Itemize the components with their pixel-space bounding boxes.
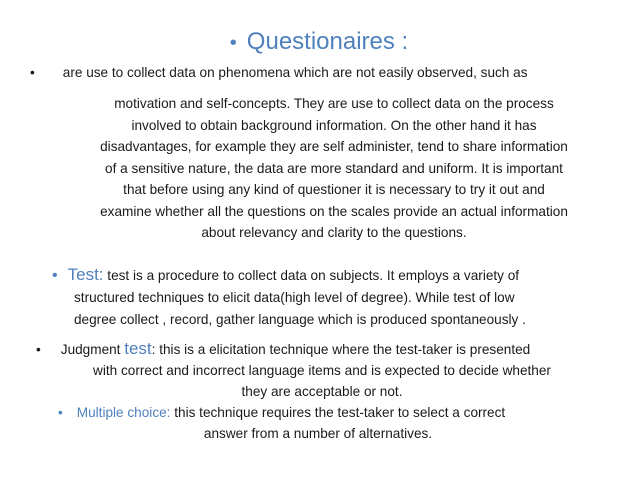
paragraph-line: of a sensitive nature, the data are more standard and uniform. It is important: [105, 160, 563, 176]
bullet-icon: •: [30, 65, 35, 80]
questionnaires-item: [30, 62, 630, 240]
multiple-choice-item: [58, 402, 578, 444]
paragraph-line: that before using any kind of questioner it is necessary to try it out and: [123, 182, 545, 197]
paragraph-line: degree collect , record, gather language which is produced spontaneously .: [74, 312, 526, 327]
bullet-icon: •: [229, 32, 237, 54]
test-first-line: [52, 264, 612, 287]
paragraph-line: examine whether all the questions on the scales provide an actual information: [100, 203, 568, 219]
paragraph-line: with correct and incorrect language items and is expected to decide whether: [93, 363, 551, 378]
test-first-line-text: test is a procedure to collect data on subjects. It employs a variety of: [103, 268, 520, 283]
paragraph-line: structured techniques to elicit data(high level of degree). While test of low: [74, 290, 515, 305]
questionnaires-first-line: [30, 62, 630, 83]
questionnaires-first-line-text: are use to collect data on phenomena which are not easily observed, such as: [62, 65, 528, 80]
bullet-icon: •: [58, 405, 63, 420]
judgment-keyword: test: [124, 339, 152, 358]
judgment-item: [36, 338, 608, 402]
multiple-choice-first-line-text: this technique requires the test-taker to select a correct: [170, 405, 506, 420]
paragraph-line: answer from a number of alternatives.: [203, 426, 433, 441]
questionnaires-paragraph: [48, 93, 620, 244]
paragraph-line: about relevancy and clarity to the questions.: [201, 225, 467, 240]
judgment-first-line-text: : this is a elicitation technique where the test-taker is presented: [151, 342, 531, 357]
test-item: [52, 264, 612, 331]
judgment-first-line: [36, 338, 608, 360]
paragraph-line: motivation and self-concepts. They are use to collect data on the process: [114, 96, 554, 111]
bullet-icon: •: [36, 342, 41, 357]
slide-title-text: Questionaires :: [246, 28, 409, 55]
judgment-prefix: Judgment: [60, 342, 125, 357]
multiple-choice-keyword: Multiple choice:: [76, 405, 171, 420]
bullet-icon: •: [52, 267, 58, 284]
paragraph-line: disadvantages, for example they are self administer, tend to share information: [100, 139, 568, 154]
test-keyword: Test:: [67, 265, 104, 284]
multiple-choice-first-line: [58, 402, 578, 423]
paragraph-line: they are acceptable or not.: [241, 384, 403, 399]
paragraph-line: involved to obtain background information. On the other hand it has: [131, 117, 537, 133]
slide-title: [0, 28, 638, 56]
